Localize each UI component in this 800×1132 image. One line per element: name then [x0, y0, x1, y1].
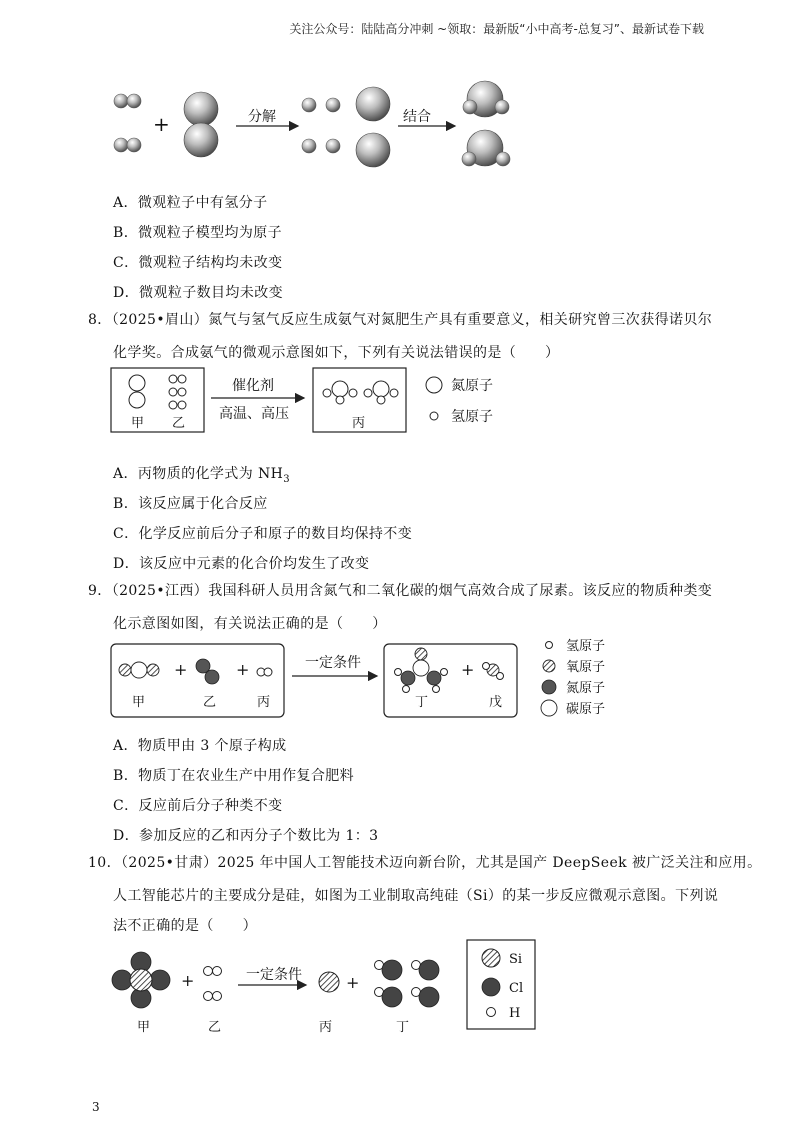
- hydrogen-molecule-icon: [114, 138, 141, 152]
- hydrogen-molecule-icon: [114, 94, 141, 108]
- silicon-tetrachloride-molecule-icon: [112, 952, 170, 1008]
- page-number: 3: [92, 1100, 100, 1114]
- carbon-atom-icon: [541, 700, 557, 716]
- reactant-box: [111, 368, 204, 432]
- q8-option-a: [113, 463, 290, 485]
- water-molecule-icon: [463, 81, 509, 117]
- nitrogen-atom-icon: [542, 680, 556, 694]
- label-bing: 丙: [257, 695, 271, 710]
- q7-option-a: A．微观粒子中有氢分子: [113, 195, 268, 211]
- label-yi: 乙: [208, 1020, 222, 1035]
- svg-text:+: +: [346, 973, 360, 992]
- oxygen-molecule-icon: [184, 92, 218, 157]
- oxygen-atom-icon: [543, 660, 555, 672]
- urea-molecule-icon: [395, 648, 448, 693]
- label-ding: 丁: [396, 1020, 410, 1035]
- q8-option-a-text: A．丙物质的化学式为 NH: [113, 466, 284, 482]
- hydrogen-atom-icon: [430, 412, 438, 420]
- svg-text:+: +: [236, 660, 250, 679]
- silicon-atom-icon: [482, 949, 500, 967]
- legend-nitrogen: 氮原子: [451, 378, 493, 394]
- legend-cl: Cl: [509, 981, 524, 996]
- q7-option-c: C．微观粒子结构均未改变: [113, 255, 283, 271]
- label-yi: 乙: [203, 695, 217, 710]
- catalyst-label: 催化剂: [232, 378, 274, 394]
- page-header: 关注公众号：陆陆高分冲刺 ~领取：最新版“小中高考-总复习”、最新试卷下载: [289, 22, 704, 36]
- label-bing: 丙: [352, 416, 366, 431]
- product-box: [313, 368, 406, 432]
- hydrogen-molecule-icon: [257, 668, 272, 676]
- q9-option-b: B．物质丁在农业生产中用作复合肥料: [113, 768, 355, 784]
- q8-stem-line1: 8．（2025•眉山）氮气与氢气反应生成氨气对氮肥生产具有重要意义，相关研究曾三次获得诺贝尔: [88, 312, 713, 328]
- legend-h: H: [509, 1006, 521, 1021]
- q9-stem-line2: 化示意图如图，有关说法正确的是（ ）: [113, 616, 387, 632]
- svg-text:+: +: [153, 112, 170, 136]
- label-ding: 丁: [415, 695, 429, 710]
- q8-option-a-subscript: 3: [283, 473, 290, 485]
- chlorine-atom-icon: [482, 978, 500, 996]
- q10-stem-line3: 法不正确的是（ ）: [113, 918, 257, 934]
- hydrogen-atom-icon: [546, 642, 553, 649]
- hydrogen-atom-icon: [487, 1008, 496, 1017]
- condition-label: 一定条件: [246, 967, 302, 983]
- q8-option-d: D．该反应中元素的化合价均发生了改变: [113, 556, 370, 572]
- water-molecule-icon: [462, 130, 510, 166]
- ammonia-molecule-icon: [364, 381, 398, 404]
- nitrogen-molecule-icon: [196, 659, 219, 684]
- q7-option-b: B．微观粒子模型均为原子: [113, 225, 283, 241]
- legend-nitrogen: 氮原子: [566, 681, 606, 696]
- legend-hydrogen: 氢原子: [566, 639, 606, 654]
- nitrogen-atom-icon: [426, 377, 442, 393]
- silicon-atom-icon: [319, 972, 339, 992]
- legend-box: [467, 940, 535, 1029]
- q10-stem-line1: 10．（2025•甘肃）2025 年中国人工智能技术迈向新台阶，尤其是国产 DeepSeek 被广泛关注和应用。: [88, 855, 762, 871]
- legend-si: Si: [509, 952, 523, 967]
- decompose-label: 分解: [248, 109, 276, 125]
- label-wu: 戊: [489, 695, 503, 710]
- q9-option-d: D．参加反应的乙和丙分子个数比为 1：3: [113, 828, 379, 844]
- product-box: [384, 644, 517, 717]
- oxygen-atom-icon: [356, 87, 390, 167]
- ammonia-molecule-icon: [323, 381, 357, 404]
- q9-option-a: A．物质甲由 3 个原子构成: [113, 738, 287, 754]
- hydrogen-molecule-icon: [204, 967, 222, 1001]
- carbon-dioxide-molecule-icon: [119, 662, 159, 678]
- legend-hydrogen: 氢原子: [451, 409, 493, 425]
- q9-option-c: C．反应前后分子种类不变: [113, 798, 283, 814]
- label-jia: 甲: [131, 416, 145, 431]
- hydrogen-atom-icon: [302, 98, 340, 153]
- label-jia: 甲: [132, 695, 146, 710]
- q8-option-c: C．化学反应前后分子和原子的数目均保持不变: [113, 526, 413, 542]
- q8-stem-line2: 化学奖。合成氨气的微观示意图如下，下列有关说法错误的是（ ）: [113, 345, 560, 361]
- legend-carbon: 碳原子: [566, 702, 606, 717]
- hydrogen-chloride-molecule-icon: [375, 960, 440, 1007]
- label-yi: 乙: [172, 416, 186, 431]
- q7-option-d: D．微观粒子数目均未改变: [113, 285, 284, 301]
- svg-text:+: +: [181, 971, 195, 990]
- label-bing: 丙: [319, 1020, 333, 1035]
- svg-text:+: +: [174, 660, 188, 679]
- legend-oxygen: 氧原子: [566, 660, 606, 675]
- q10-stem-line2: 人工智能芯片的主要成分是硅，如图为工业制取高纯硅（Si）的某一步反应微观示意图。下列说: [113, 888, 719, 904]
- reactant-box: [111, 644, 284, 717]
- q9-stem-line1: 9．（2025•江西）我国科研人员用含氮气和二氧化碳的烟气高效合成了尿素。该反应的物质种类变: [88, 583, 713, 599]
- label-jia: 甲: [137, 1020, 151, 1035]
- svg-text:+: +: [461, 660, 475, 679]
- condition-label: 高温、高压: [219, 406, 289, 422]
- combine-label: 结合: [403, 109, 431, 125]
- q8-option-b: B．该反应属于化合反应: [113, 496, 268, 512]
- condition-label: 一定条件: [305, 655, 361, 671]
- water-molecule-icon: [483, 663, 504, 680]
